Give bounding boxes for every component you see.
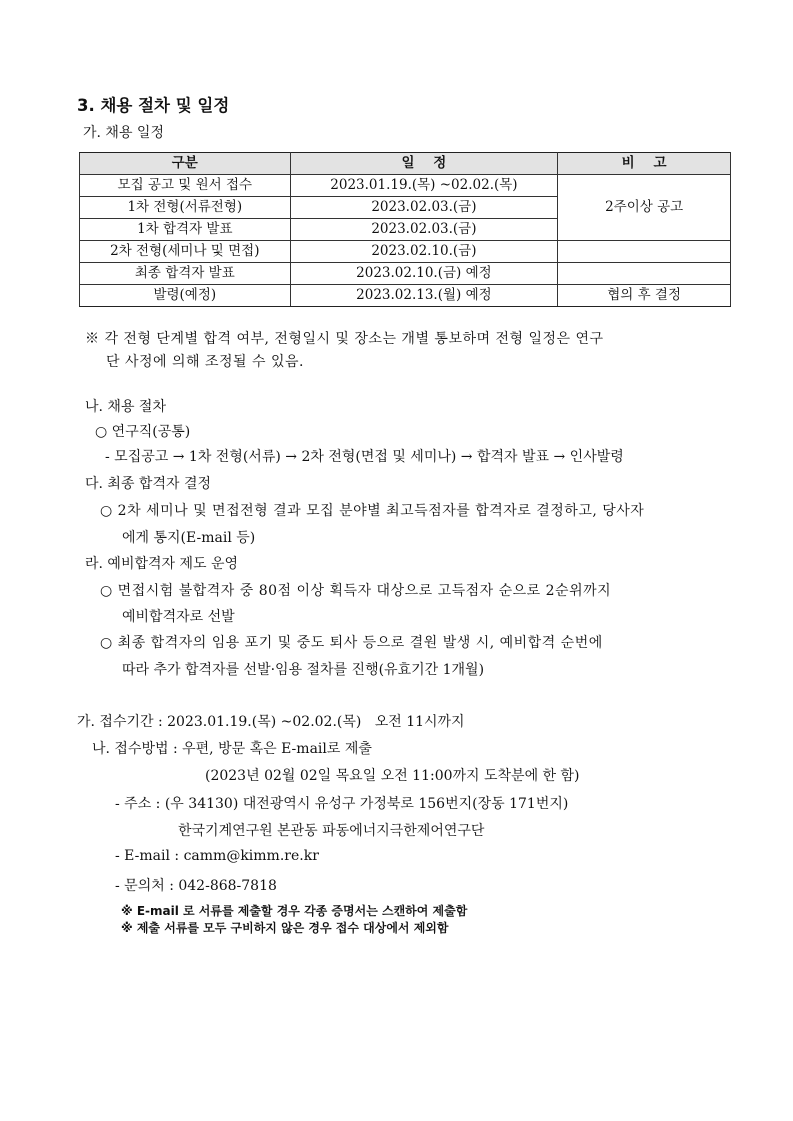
remark-merged: 2주이상 공고 — [558, 175, 731, 241]
row-category: 1차 전형(서류전형) — [80, 197, 291, 219]
reserve-item1-line1: ○ 면접시험 불합격자 중 80점 이상 획득자 대상으로 고득점자 순으로 2순위까지 — [100, 583, 612, 599]
header-category: 구분 — [80, 153, 291, 175]
header-schedule: 일 정 — [290, 153, 558, 175]
schedule-table — [79, 152, 731, 307]
row-date: 2023.02.10.(금) — [290, 241, 558, 263]
final-label: 다. 최종 합격자 결정 — [85, 476, 211, 492]
reserve-item2-line2: 따라 추가 합격자를 선발·임용 절차를 진행(유효기간 1개월) — [122, 662, 485, 678]
procedure-label: 나. 채용 절차 — [85, 399, 166, 415]
row-category: 2차 전형(세미나 및 면접) — [80, 241, 291, 263]
reserve-item1-line2: 예비합격자로 선발 — [122, 609, 235, 625]
table-row — [80, 285, 731, 307]
application-deadline: (2023년 02월 02일 목요일 오전 11:00까지 도착분에 한 함) — [205, 768, 580, 784]
row-date: 2023.02.03.(금) — [290, 219, 558, 241]
procedure-flow: - 모집공고 → 1차 전형(서류) → 2차 전형(면접 및 세미나) → 합격자 발표 → 인사발령 — [105, 449, 624, 465]
application-email: - E-mail : camm@kimm.re.kr — [115, 848, 319, 864]
application-contact: - 문의처 : 042-868-7818 — [115, 878, 277, 894]
row-date: 2023.02.03.(금) — [290, 197, 558, 219]
schedule-note-line1: ※ 각 전형 단계별 합격 여부, 전형일시 및 장소는 개별 통보하며 전형 일정은 연구 — [85, 331, 604, 347]
schedule-note-line2: 단 사정에 의해 조정될 수 있음. — [106, 354, 304, 370]
final-line2: 에게 통지(E-mail 등) — [122, 530, 256, 546]
row-category: 1차 합격자 발표 — [80, 219, 291, 241]
application-method: 나. 접수방법 : 우편, 방문 혹은 E-mail로 제출 — [92, 741, 372, 757]
row-remark-empty — [558, 263, 731, 285]
application-address-detail: 한국기계연구원 본관동 파동에너지극한제어연구단 — [178, 823, 485, 839]
section-title: 3. 채용 절차 및 일정 — [77, 96, 230, 115]
row-category: 발령(예정) — [80, 285, 291, 307]
table-row — [80, 175, 731, 197]
row-category: 모집 공고 및 원서 접수 — [80, 175, 291, 197]
schedule-label: 가. 채용 일정 — [83, 125, 164, 141]
final-line1: ○ 2차 세미나 및 면접전형 결과 모집 분야별 최고득점자를 합격자로 결정하고, 당사자 — [100, 503, 645, 519]
header-remark: 비 고 — [558, 153, 731, 175]
row-remark-empty — [558, 241, 731, 263]
table-row — [80, 263, 731, 285]
table-row — [80, 241, 731, 263]
table-header-row — [80, 153, 731, 175]
application-note2: ※ 제출 서류를 모두 구비하지 않은 경우 접수 대상에서 제외함 — [121, 921, 449, 935]
application-address: - 주소 : (우 34130) 대전광역시 유성구 가정북로 156번지(장동 171번지) — [115, 796, 569, 812]
procedure-item: ○ 연구직(공통) — [95, 424, 191, 440]
row-date: 2023.02.10.(금) 예정 — [290, 263, 558, 285]
reserve-label: 라. 예비합격자 제도 운영 — [85, 556, 239, 572]
application-note1: ※ E-mail 로 서류를 제출할 경우 각종 증명서는 스캔하여 제출함 — [121, 904, 468, 918]
row-remark: 협의 후 결정 — [558, 285, 731, 307]
row-date: 2023.02.13.(월) 예정 — [290, 285, 558, 307]
row-date: 2023.01.19.(목) ~02.02.(목) — [290, 175, 558, 197]
row-category: 최종 합격자 발표 — [80, 263, 291, 285]
application-period: 가. 접수기간 : 2023.01.19.(목) ~02.02.(목) 오전 11시까지 — [77, 714, 465, 730]
reserve-item2-line1: ○ 최종 합격자의 임용 포기 및 중도 퇴사 등으로 결원 발생 시, 예비합격 순번에 — [100, 635, 603, 651]
